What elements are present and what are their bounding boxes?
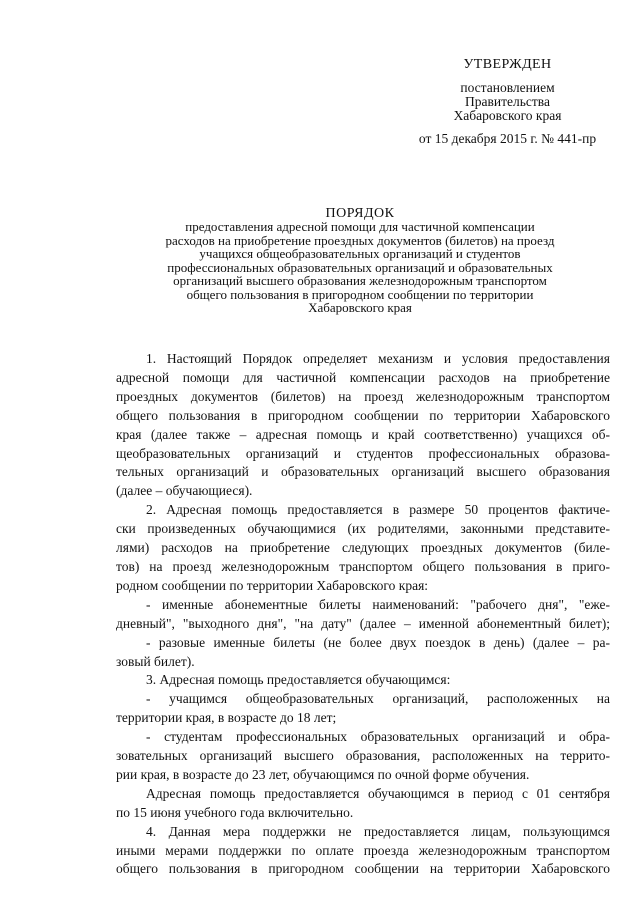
body-line: общего пользования в пригородном сообщении по территории Хабаровского — [116, 407, 610, 423]
body-line: - разовые именные билеты (не более двух поездок в день) (далее – ра- — [146, 634, 610, 650]
body-line: тов) на проезд железнодорожным транспортом общего пользования в приго- — [116, 558, 610, 574]
subtitle-line: общего пользования в пригородном сообщении по территории — [186, 286, 534, 302]
document-subtitle — [100, 220, 620, 315]
body-line: проездных документов (билетов) на проезд железнодорожным транспортом — [116, 388, 610, 404]
body-line: зовый билет). — [116, 653, 195, 669]
subtitle-line: расходов на приобретение проездных документов (билетов) на проезд — [165, 232, 555, 248]
body-line: ски произведенных обучающимися (их родителями, законными представите- — [116, 521, 610, 537]
body-line: родном сообщении по территории Хабаровского края: — [116, 577, 429, 593]
body-line: общего пользования в пригородном сообщении на территории Хабаровского — [116, 861, 610, 877]
body-line: адресной помощи для частичной компенсации расходов на приобретение — [116, 369, 610, 385]
body-line: (далее – обучающиеся). — [116, 483, 253, 499]
body-line: лями) расходов на приобретение следующих проездных документов (биле- — [116, 540, 610, 556]
body-line: рии края, в возрасте до 23 лет, обучающимся по очной форме обучения. — [116, 766, 530, 782]
body-line: - именные абонементные билеты наименований: "рабочего дня", "еже- — [146, 596, 610, 612]
body-line: края (далее также – адресная помощь и край соответственно) учащихся об- — [116, 426, 610, 442]
approval-line: Правительства — [465, 94, 550, 109]
body-line: дневный", "выходного дня", "на дату" (далее – именной абонементный билет); — [116, 615, 610, 631]
subtitle-line: учащихся общеобразовательных организаций и студентов — [199, 246, 521, 261]
approval-line: Хабаровского края — [453, 108, 562, 123]
body-line: 1. Настоящий Порядок определяет механизм и условия предоставления — [146, 351, 610, 366]
body-line: щеобразовательных организаций и студентов профессиональных образова- — [116, 445, 610, 461]
body-line: Адресная помощь предоставляется обучающимся в период с 01 сентября — [146, 785, 610, 801]
body-line: зовательных организаций высшего образования, расположенных на террито- — [116, 748, 610, 764]
body-line: иными мерами поддержки по оплате проезда железнодорожным транспортом — [116, 842, 610, 858]
document-title: ПОРЯДОК — [325, 206, 395, 221]
subtitle-line: профессиональных образовательных организаций и образовательных — [167, 259, 553, 275]
body-line: по 15 июня учебного года включительно. — [116, 804, 354, 820]
body-line: 3. Адресная помощь предоставляется обучающимся: — [146, 672, 451, 688]
subtitle-line: организаций высшего образования железнодорожным транспортом — [173, 273, 547, 288]
approval-date: от 15 декабря 2015 г. № 441-пр — [418, 131, 597, 146]
body-line: - студентам профессиональных образовательных организаций и обра- — [146, 729, 610, 745]
approval-stamp — [400, 58, 615, 146]
approval-heading: УТВЕРЖДЕН — [463, 57, 552, 72]
subtitle-line: Хабаровского края — [308, 300, 412, 315]
body-line: 4. Данная мера поддержки не предоставляется лицам, пользующимся — [146, 823, 610, 839]
body-line: - учащимся общеобразовательных организаций, расположенных на — [146, 691, 610, 707]
document-body — [116, 350, 610, 879]
body-line: тельных организаций и образовательных организаций высшего образования — [116, 464, 610, 480]
subtitle-line: предоставления адресной помощи для частичной компенсации — [185, 219, 535, 234]
body-line: 2. Адресная помощь предоставляется в размере 50 процентов фактиче- — [146, 502, 610, 518]
approval-line: постановлением — [460, 80, 555, 95]
body-line: территории края, в возрасте до 18 лет; — [116, 710, 337, 726]
